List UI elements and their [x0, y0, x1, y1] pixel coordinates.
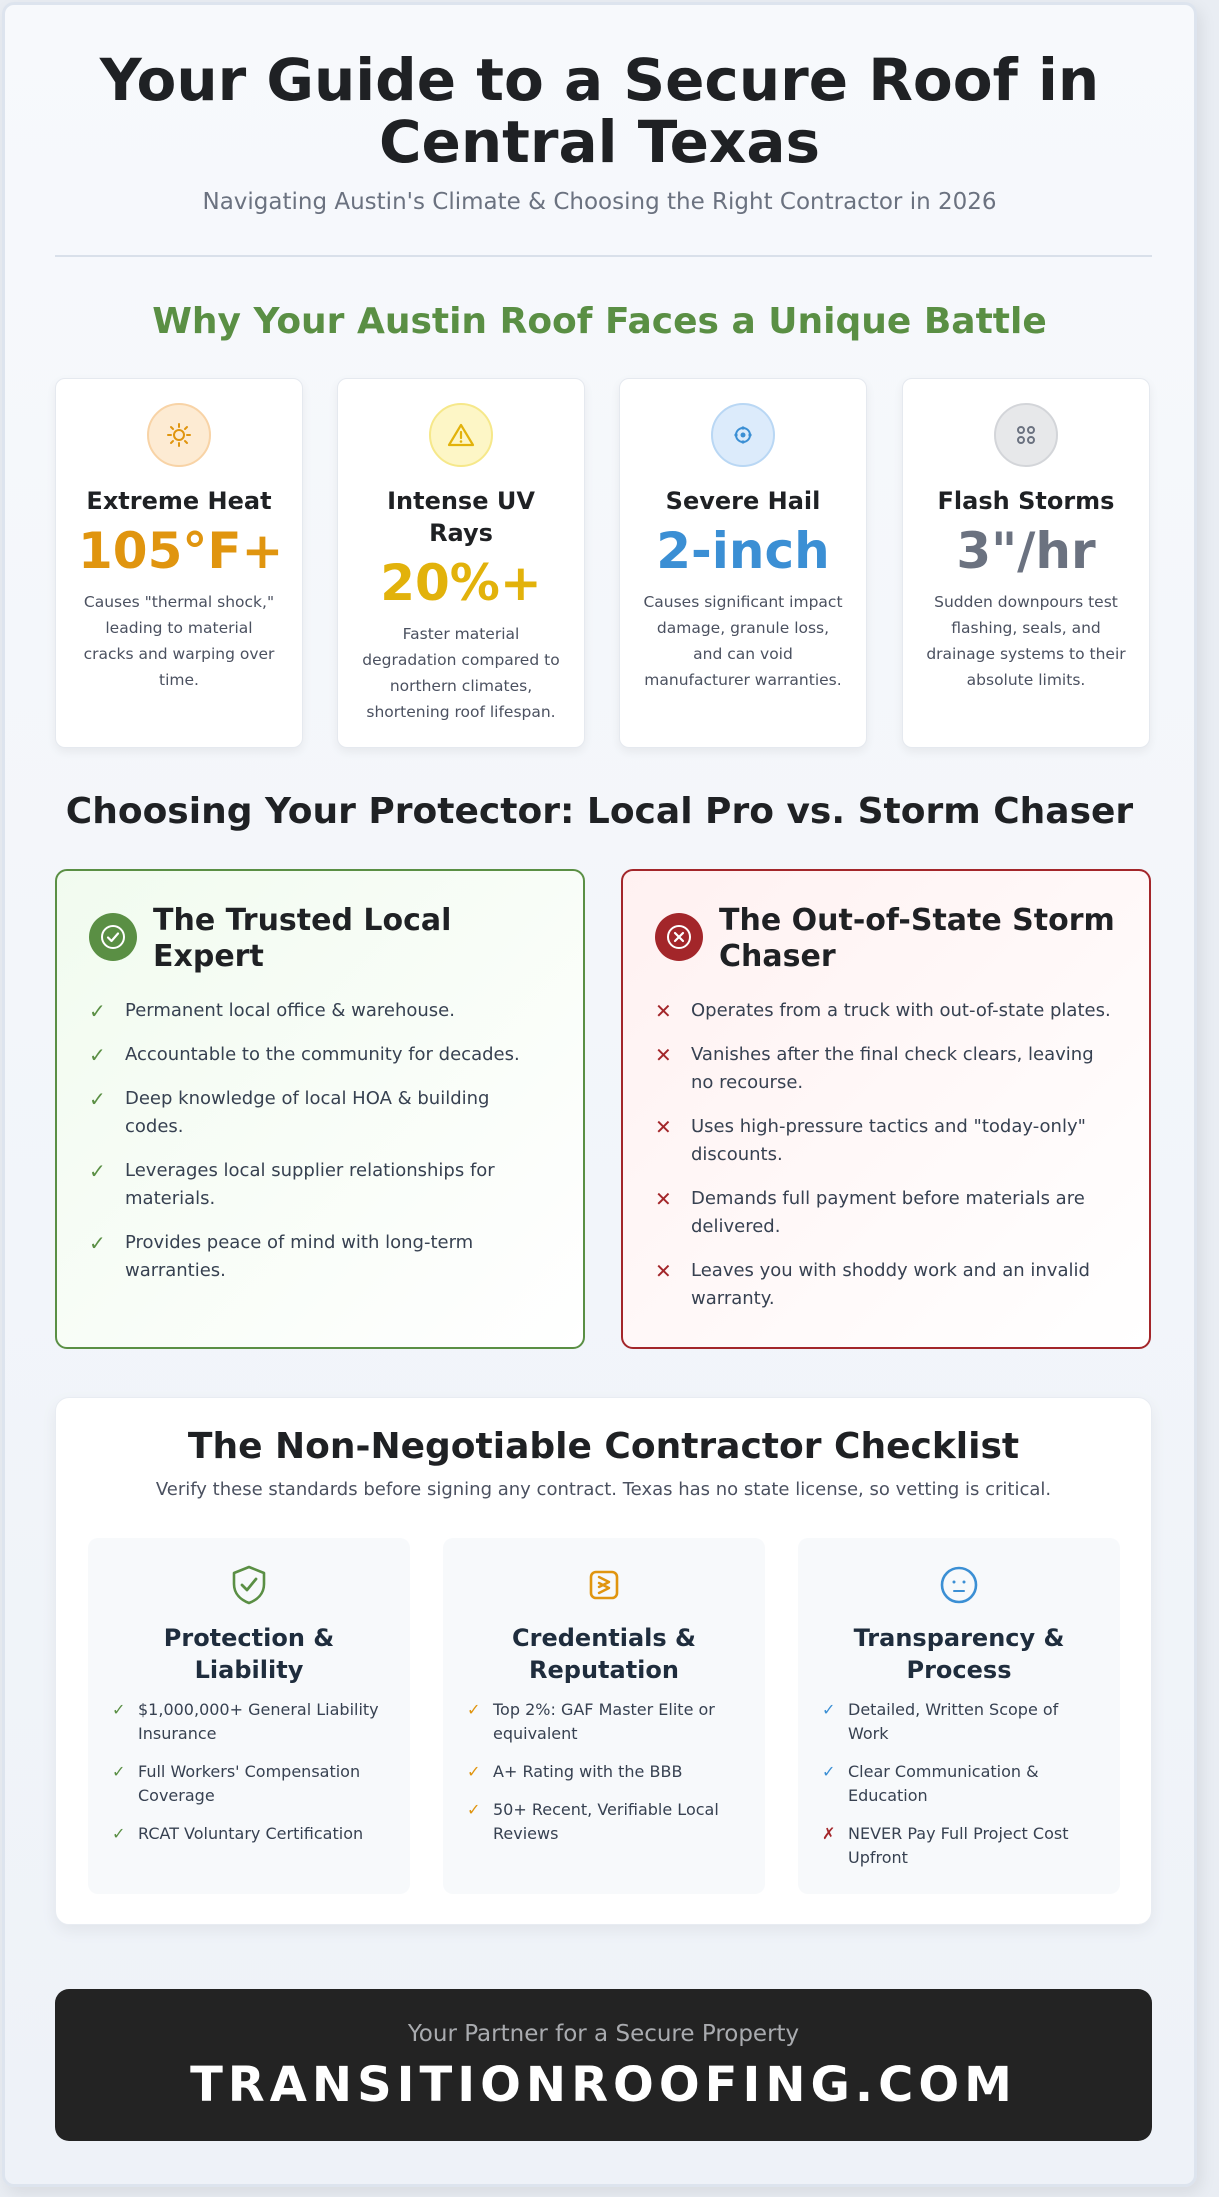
check-icon: ✓ [467, 1700, 481, 1719]
checklist-column-title: Credentials & Reputation [512, 1624, 696, 1684]
list-item-text: A+ Rating with the BBB [493, 1762, 683, 1781]
check-circle-icon [89, 913, 137, 961]
x-icon: ✕ [655, 1043, 672, 1067]
list-item-text: Clear Communication & Education [848, 1762, 1039, 1805]
x-icon: ✕ [655, 1259, 672, 1283]
checklist-items [822, 1698, 1096, 1870]
page-subtitle: Navigating Austin's Climate & Choosing the Right Contractor in 2026 [202, 189, 997, 215]
checklist-items [112, 1698, 386, 1846]
list-item [655, 997, 1117, 1025]
check-icon: ✓ [89, 1231, 106, 1255]
stat-card-heat [55, 378, 303, 748]
stat-title: Severe Hail [665, 487, 821, 515]
list-item-text: Uses high-pressure tactics and "today-only" discounts. [691, 1116, 1086, 1165]
checklist-column-title: Protection & Liability [163, 1624, 335, 1684]
checklist-column-transparency [798, 1538, 1120, 1894]
list-item [467, 1760, 741, 1784]
local-expert-title: The Trusted Local Expert [153, 903, 452, 974]
stat-value: 2-inch [656, 522, 830, 580]
check-icon: ✓ [822, 1700, 836, 1719]
x-icon: ✕ [655, 1187, 672, 1211]
list-item [467, 1698, 741, 1746]
storm-chaser-header [655, 903, 1117, 975]
hail-icon [711, 403, 775, 467]
list-item-text: Top 2%: GAF Master Elite or equivalent [493, 1700, 715, 1743]
list-item-text: NEVER Pay Full Project Cost Upfront [848, 1824, 1069, 1867]
award-icon [581, 1562, 627, 1608]
check-icon: ✓ [112, 1700, 126, 1719]
storm-chaser-title: The Out-of-State Storm Chaser [719, 903, 1115, 974]
stat-title: Flash Storms [937, 487, 1115, 515]
list-item-text: Leaves you with shoddy work and an invalid warranty. [691, 1260, 1090, 1309]
list-item [467, 1798, 741, 1846]
storm-icon [994, 403, 1058, 467]
local-expert-header [89, 903, 551, 975]
list-item-text: Deep knowledge of local HOA & building codes. [125, 1088, 490, 1137]
list-item-text: Vanishes after the final check clears, leaving no recourse. [691, 1044, 1094, 1093]
climate-heading: Why Your Austin Roof Faces a Unique Battle [152, 301, 1047, 342]
x-icon: ✗ [822, 1824, 836, 1843]
list-item-text: Provides peace of mind with long-term warranties. [125, 1232, 474, 1281]
comparison-heading: Choosing Your Protector: Local Pro vs. Storm Chaser [65, 791, 1134, 832]
check-icon: ✓ [112, 1762, 126, 1781]
list-item [89, 1041, 551, 1069]
checklist-column-credentials [443, 1538, 765, 1894]
x-circle-icon [655, 913, 703, 961]
header [5, 46, 1194, 215]
stat-title: Extreme Heat [86, 487, 272, 515]
x-icon: ✕ [655, 999, 672, 1023]
check-icon: ✓ [112, 1824, 126, 1843]
list-item [655, 1041, 1117, 1097]
infographic-page [2, 2, 1197, 2187]
storm-chaser-card [621, 869, 1151, 1349]
check-icon: ✓ [89, 1159, 106, 1183]
check-icon: ✓ [467, 1762, 481, 1781]
list-item-text: Demands full payment before materials are delivered. [691, 1188, 1085, 1237]
header-divider [55, 255, 1152, 257]
footer-banner [55, 1989, 1152, 2141]
list-item-text: Accountable to the community for decades. [125, 1044, 520, 1065]
face-icon [936, 1562, 982, 1608]
list-item [89, 1229, 551, 1285]
stat-card-uv [337, 378, 585, 748]
local-expert-list [89, 997, 551, 1285]
list-item-text: Full Workers' Compensation Coverage [138, 1762, 361, 1805]
stat-card-storm [902, 378, 1150, 748]
check-icon: ✓ [89, 1087, 106, 1111]
checklist-column-title: Transparency & Process [853, 1624, 1065, 1684]
checklist-subtitle: Verify these standards before signing any contract. Texas has no state license, so vetting is critical. [155, 1479, 1052, 1500]
climate-cards [55, 378, 1152, 748]
storm-chaser-list [655, 997, 1117, 1313]
list-item [112, 1698, 386, 1746]
footer-tagline: Your Partner for a Secure Property [407, 2021, 800, 2047]
check-icon: ✓ [89, 1043, 106, 1067]
list-item-text: Permanent local office & warehouse. [125, 1000, 455, 1021]
checklist-column-protection [88, 1538, 410, 1894]
sun-icon [147, 403, 211, 467]
list-item [822, 1698, 1096, 1746]
stat-description: Sudden downpours test flashing, seals, and drainage systems to their absolute limits. [926, 593, 1126, 689]
stat-value: 105°F+ [78, 522, 284, 580]
footer-website: TRANSITIONROOFING.COM [190, 2057, 1017, 2113]
list-item [112, 1822, 386, 1846]
list-item [89, 1085, 551, 1141]
stat-description: Faster material degradation compared to northern climates, shortening roof lifespan. [362, 625, 560, 721]
contractor-checklist [55, 1397, 1152, 1925]
list-item [822, 1760, 1096, 1808]
checklist-title: The Non-Negotiable Contractor Checklist [187, 1426, 1020, 1467]
list-item [655, 1185, 1117, 1241]
list-item [655, 1257, 1117, 1313]
list-item [112, 1760, 386, 1808]
stat-description: Causes significant impact damage, granule loss, and can void manufacturer warranties. [643, 593, 843, 689]
list-item [655, 1113, 1117, 1169]
stat-card-hail [619, 378, 867, 748]
check-icon: ✓ [89, 999, 106, 1023]
list-item-text: 50+ Recent, Verifiable Local Reviews [493, 1800, 719, 1843]
stat-description: Causes "thermal shock," leading to material cracks and warping over time. [83, 593, 275, 689]
list-item [89, 997, 551, 1025]
list-item-text: RCAT Voluntary Certification [138, 1824, 364, 1843]
stat-value: 3"/hr [956, 522, 1096, 580]
list-item [822, 1822, 1096, 1870]
list-item-text: Operates from a truck with out-of-state plates. [691, 1000, 1111, 1021]
list-item [89, 1157, 551, 1213]
stat-title: Intense UV Rays [387, 487, 535, 547]
stat-value: 20%+ [380, 554, 542, 612]
x-icon: ✕ [655, 1115, 672, 1139]
list-item-text: $1,000,000+ General Liability Insurance [138, 1700, 379, 1743]
list-item-text: Leverages local supplier relationships for materials. [125, 1160, 495, 1209]
page-title: Your Guide to a Secure Roof in Central Texas [99, 46, 1100, 176]
checklist-items [467, 1698, 741, 1846]
list-item-text: Detailed, Written Scope of Work [848, 1700, 1059, 1743]
local-expert-card [55, 869, 585, 1349]
warning-icon [429, 403, 493, 467]
check-icon: ✓ [822, 1762, 836, 1781]
check-icon: ✓ [467, 1800, 481, 1819]
shield-check-icon [226, 1562, 272, 1608]
